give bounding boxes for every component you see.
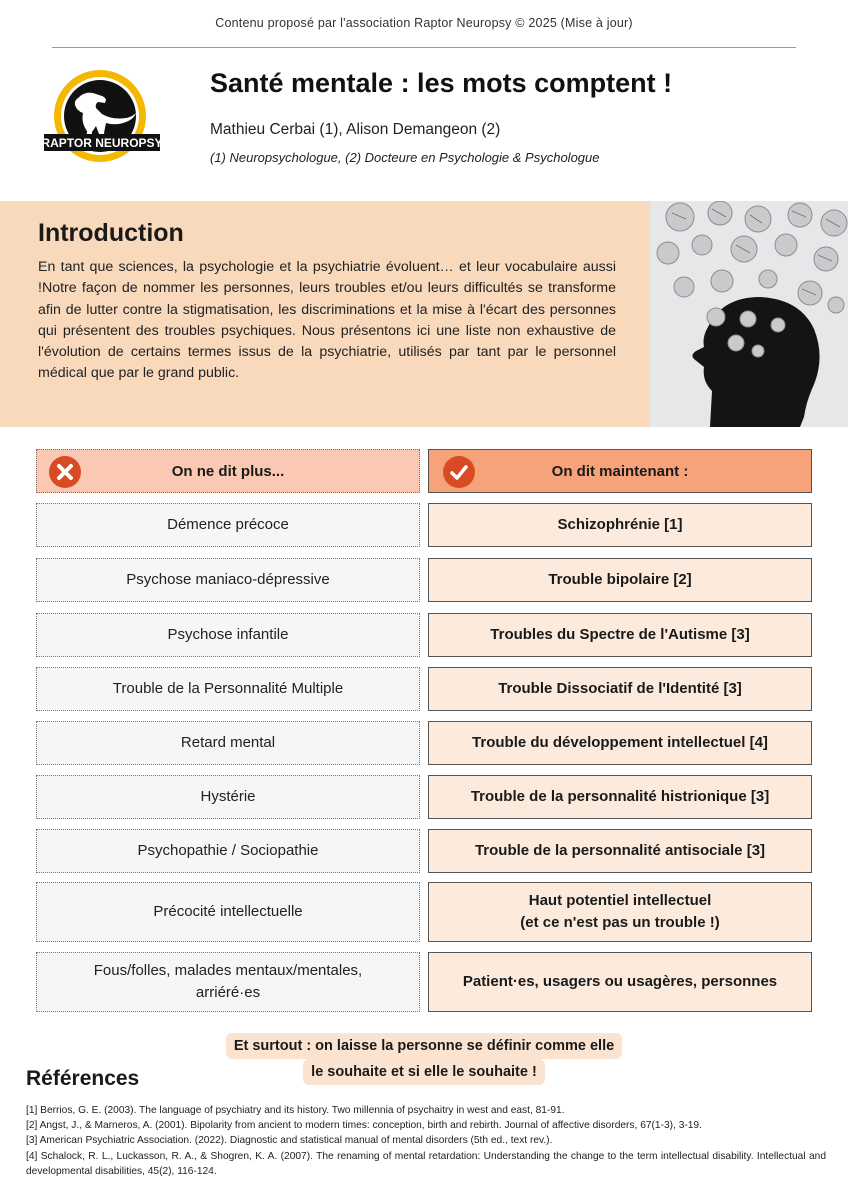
new-term: Trouble de la personnalité histrionique [3] bbox=[428, 775, 812, 819]
old-term: Retard mental bbox=[36, 721, 420, 765]
old-terms-header-label: On ne dit plus... bbox=[171, 462, 285, 480]
page-title: Santé mentale : les mots comptent ! bbox=[210, 68, 673, 98]
logo-text: RAPTOR NEUROPSY bbox=[41, 136, 163, 150]
old-term: Psychose infantile bbox=[36, 613, 420, 657]
authors: Mathieu Cerbai (1), Alison Demangeon (2) bbox=[210, 121, 501, 138]
new-term: Schizophrénie [1] bbox=[428, 503, 812, 547]
reference-item: [2] Angst, J., & Marneros, A. (2001). Bipolarity from ancient to modern times: conception, birth and rebirth. Journal of affective disorders, 67(1-3), 3-19. bbox=[26, 1120, 702, 1132]
old-term: Hystérie bbox=[36, 775, 420, 819]
reference-item: [3] American Psychiatric Association. (2022). Diagnostic and statistical manual of mental disorders (5th ed., text rev.). bbox=[26, 1135, 553, 1147]
reference-item: [4] Schalock, R. L., Luckasson, R. A., & Shogren, K. A. (2007). The renaming of mental retardation: Understanding the change to the term intellectual disability. Intellectual and developmental disabilities, 45(2), 116-124. bbox=[26, 1150, 826, 1177]
x-icon bbox=[49, 456, 81, 488]
old-term: Précocité intellectuelle bbox=[36, 882, 420, 942]
new-term: Trouble Dissociatif de l'Identité [3] bbox=[428, 667, 812, 711]
new-term-line1: Haut potentiel intellectuel bbox=[528, 892, 712, 909]
reference-item: [1] Berrios, G. E. (2003). The language of psychiatry and its history. Two millennia of psychaitry in west and east, 81-91. bbox=[26, 1105, 565, 1116]
intro-text: En tant que sciences, la psychologie et la psychiatrie évoluent… et leur vocabulaire aussi !Notre façon de nommer les personnes, leurs troubles et/ou leurs difficultés se transforme afin de lutter contre la stigmatisation, les discriminations et la mise à l'écart des personnes qui présentent des troubles psychiques. Nous présentons ici une liste non exhaustive de l'évolution de certains termes issus de la psychiatrie, utilisés par tant par le personnel médical que par le grand public. bbox=[38, 259, 616, 382]
references-list bbox=[26, 1103, 826, 1179]
old-term: Trouble de la Personnalité Multiple bbox=[36, 667, 420, 711]
callout-line2: le souhaite et si elle le souhaite ! bbox=[303, 1059, 545, 1085]
new-term: Troubles du Spectre de l'Autisme [3] bbox=[428, 613, 812, 657]
old-term bbox=[36, 952, 420, 1012]
references-title: Références bbox=[26, 1067, 140, 1090]
new-term bbox=[428, 882, 812, 942]
new-term: Trouble bipolaire [2] bbox=[428, 558, 812, 602]
old-term-line2: arriéré·es bbox=[195, 984, 261, 1001]
old-term: Psychopathie / Sociopathie bbox=[36, 829, 420, 873]
header-note: Contenu proposé par l'association Raptor Neuropsy © 2025 (Mise à jour) bbox=[215, 16, 633, 30]
new-term: Trouble du développement intellectuel [4] bbox=[428, 721, 812, 765]
intro-title: Introduction bbox=[38, 219, 184, 247]
new-term: Patient·es, usagers ou usagères, personnes bbox=[428, 952, 812, 1012]
affiliations: (1) Neuropsychologue, (2) Docteure en Psychologie & Psychologue bbox=[210, 150, 600, 165]
check-icon bbox=[443, 456, 475, 488]
old-term: Démence précoce bbox=[36, 503, 420, 547]
new-term: Trouble de la personnalité antisociale [3] bbox=[428, 829, 812, 873]
new-terms-header bbox=[428, 449, 812, 493]
old-terms-header bbox=[36, 449, 420, 493]
new-term-line2: (et ce n'est pas un trouble !) bbox=[520, 914, 720, 931]
callout-line1: Et surtout : on laisse la personne se définir comme elle bbox=[226, 1033, 622, 1059]
header-divider bbox=[52, 47, 796, 48]
raptor-neuropsy-logo bbox=[38, 68, 166, 172]
crumpled-paper-head-image bbox=[650, 201, 848, 427]
old-term: Psychose maniaco-dépressive bbox=[36, 558, 420, 602]
introduction-section bbox=[0, 201, 848, 427]
old-term-line1: Fous/folles, malades mentaux/mentales, bbox=[93, 962, 363, 979]
new-terms-header-label: On dit maintenant : bbox=[551, 462, 689, 480]
